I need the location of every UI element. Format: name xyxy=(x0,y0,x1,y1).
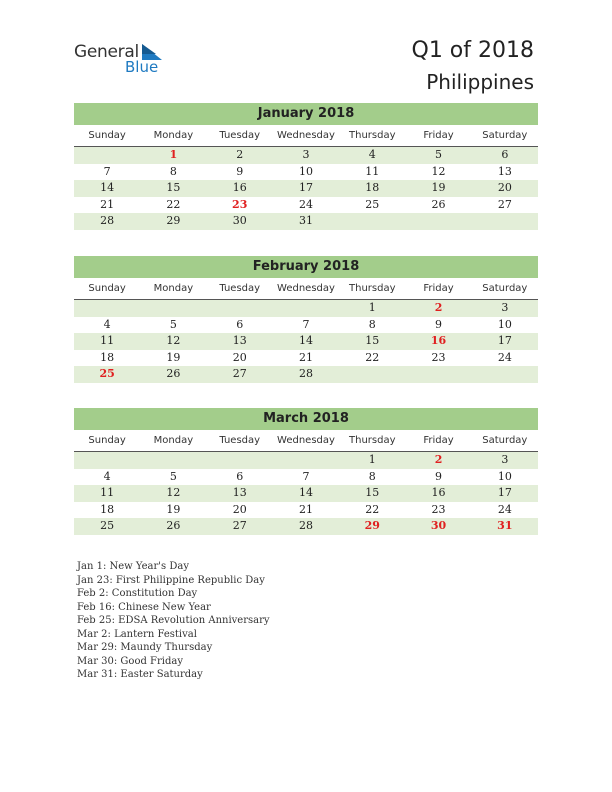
weekday-label: Tuesday xyxy=(219,435,261,446)
weekday-label: Sunday xyxy=(88,435,126,446)
day-cell: 3 xyxy=(501,453,509,466)
day-cell: 16 xyxy=(232,181,247,194)
day-cell xyxy=(74,147,140,164)
day-cell: 25 xyxy=(365,197,380,211)
week-row xyxy=(74,485,538,502)
day-cell: 10 xyxy=(497,469,512,483)
day-cell: 6 xyxy=(501,148,509,161)
week-row xyxy=(74,333,538,350)
holiday-day-cell: 2 xyxy=(434,301,443,314)
day-cell: 18 xyxy=(100,350,115,364)
day-cell: 20 xyxy=(232,350,247,364)
day-cell: 11 xyxy=(365,164,380,178)
day-cell: 11 xyxy=(100,486,115,499)
holiday-entry: Feb 2: Constitution Day xyxy=(77,588,198,599)
week-row xyxy=(74,180,538,197)
day-cell xyxy=(140,452,206,469)
week-row xyxy=(74,366,538,383)
day-cell: 4 xyxy=(103,469,111,483)
day-cell: 18 xyxy=(100,502,115,516)
day-cell: 1 xyxy=(368,453,376,466)
week-row xyxy=(74,197,538,214)
holiday-entry: Jan 1: New Year's Day xyxy=(77,561,189,572)
day-cell: 13 xyxy=(232,486,247,499)
holiday-entry: Mar 2: Lantern Festival xyxy=(77,628,197,640)
day-cell: 24 xyxy=(298,197,313,211)
day-cell: 9 xyxy=(435,317,443,331)
day-cell: 22 xyxy=(166,197,181,211)
day-cell: 26 xyxy=(166,367,181,380)
day-cell: 11 xyxy=(100,334,115,347)
brand-logo xyxy=(74,42,174,78)
day-cell: 28 xyxy=(100,214,115,227)
weekday-header-row xyxy=(74,128,538,147)
day-cell: 3 xyxy=(501,301,509,314)
day-cell: 20 xyxy=(497,181,512,194)
weekday-label: Monday xyxy=(153,283,194,294)
weekday-label: Monday xyxy=(153,130,194,141)
day-cell: 18 xyxy=(365,181,380,194)
day-cell: 23 xyxy=(431,502,446,516)
day-cell: 10 xyxy=(298,164,313,178)
weekday-label: Tuesday xyxy=(219,283,261,294)
day-cell: 17 xyxy=(497,486,512,499)
day-cell: 20 xyxy=(232,502,247,516)
day-cell xyxy=(405,213,471,230)
day-cell: 4 xyxy=(103,317,111,331)
day-cell: 14 xyxy=(298,486,313,499)
holiday-day-cell: 30 xyxy=(430,519,447,532)
day-cell: 28 xyxy=(298,519,313,532)
day-cell: 13 xyxy=(232,334,247,347)
month-calendar xyxy=(74,408,538,535)
day-cell: 26 xyxy=(431,197,446,211)
weekday-label: Thursday xyxy=(349,130,396,141)
holiday-day-cell: 23 xyxy=(232,197,248,211)
weekday-label: Monday xyxy=(153,435,194,446)
day-cell: 27 xyxy=(232,519,247,532)
day-cell: 7 xyxy=(302,469,310,483)
page-title: Q1 of 2018 xyxy=(411,38,534,63)
day-cell: 13 xyxy=(497,164,512,178)
weekday-header-row xyxy=(74,433,538,452)
weekday-label: Thursday xyxy=(349,283,396,294)
day-cell: 6 xyxy=(236,469,244,483)
holiday-day-cell: 31 xyxy=(497,519,513,532)
week-row xyxy=(74,300,538,317)
day-cell: 3 xyxy=(302,148,310,161)
day-cell xyxy=(472,213,538,230)
weekday-label: Thursday xyxy=(349,435,396,446)
day-cell: 23 xyxy=(431,350,446,364)
day-cell: 19 xyxy=(431,181,446,194)
holiday-day-cell: 25 xyxy=(99,367,115,380)
week-row xyxy=(74,502,538,519)
day-cell xyxy=(339,366,405,383)
weekday-label: Wednesday xyxy=(277,130,335,141)
day-cell: 24 xyxy=(497,350,512,364)
day-cell: 9 xyxy=(236,164,244,178)
day-cell: 19 xyxy=(166,350,181,364)
weekday-header-row xyxy=(74,281,538,300)
day-cell: 21 xyxy=(100,197,115,211)
brand-word-general: General xyxy=(74,42,139,62)
holiday-list xyxy=(77,560,270,682)
holiday-day-cell: 2 xyxy=(434,453,443,466)
day-cell: 19 xyxy=(166,502,181,516)
day-cell xyxy=(472,366,538,383)
day-cell: 26 xyxy=(166,519,181,532)
day-cell: 2 xyxy=(236,148,244,161)
day-cell: 7 xyxy=(103,164,111,178)
day-cell: 14 xyxy=(298,334,313,347)
week-row xyxy=(74,213,538,230)
day-cell: 21 xyxy=(298,350,313,364)
day-cell: 15 xyxy=(365,334,380,347)
day-cell: 12 xyxy=(166,334,181,347)
day-cell: 6 xyxy=(236,317,244,331)
holiday-entry: Mar 31: Easter Saturday xyxy=(77,669,203,680)
day-cell xyxy=(339,213,405,230)
day-cell: 15 xyxy=(166,181,181,194)
weekday-label: Sunday xyxy=(88,130,126,141)
day-cell: 10 xyxy=(497,317,512,331)
weekday-label: Wednesday xyxy=(277,435,335,446)
holiday-entry: Mar 30: Good Friday xyxy=(77,655,183,667)
week-row xyxy=(74,452,538,469)
month-header: February 2018 xyxy=(74,256,538,278)
day-cell: 27 xyxy=(497,197,512,211)
day-cell: 27 xyxy=(232,367,247,380)
day-cell: 24 xyxy=(497,502,512,516)
week-row xyxy=(74,317,538,334)
day-cell: 1 xyxy=(368,301,376,314)
day-cell: 4 xyxy=(368,148,376,161)
day-cell xyxy=(207,452,273,469)
country-name: Philippines xyxy=(426,70,534,94)
holiday-day-cell: 16 xyxy=(430,334,447,347)
day-cell: 17 xyxy=(298,181,313,194)
day-cell: 21 xyxy=(298,502,313,516)
day-cell xyxy=(74,300,140,317)
weekday-label: Tuesday xyxy=(219,130,261,141)
day-cell: 31 xyxy=(298,214,313,227)
day-cell: 5 xyxy=(169,469,177,483)
holiday-day-cell: 29 xyxy=(364,519,380,532)
day-cell xyxy=(405,366,471,383)
day-cell: 8 xyxy=(368,317,376,331)
day-cell: 17 xyxy=(497,334,512,347)
day-cell: 9 xyxy=(435,469,443,483)
day-cell: 16 xyxy=(431,486,446,499)
brand-word-blue: Blue xyxy=(125,58,159,76)
day-cell xyxy=(273,452,339,469)
weekday-label: Wednesday xyxy=(277,283,335,294)
day-cell: 28 xyxy=(298,367,313,380)
day-cell: 22 xyxy=(365,350,380,364)
weekday-label: Saturday xyxy=(482,435,528,446)
day-cell: 8 xyxy=(368,469,376,483)
month-header: January 2018 xyxy=(74,103,538,125)
day-cell: 12 xyxy=(431,164,446,178)
week-row xyxy=(74,350,538,367)
day-cell: 8 xyxy=(169,164,177,178)
weekday-label: Saturday xyxy=(482,130,528,141)
day-cell: 22 xyxy=(365,502,380,516)
month-header: March 2018 xyxy=(74,408,538,430)
holiday-entry: Mar 29: Maundy Thursday xyxy=(77,642,213,653)
week-row xyxy=(74,164,538,181)
week-row xyxy=(74,469,538,486)
holiday-entry: Feb 25: EDSA Revolution Anniversary xyxy=(77,615,270,626)
holiday-entry: Jan 23: First Philippine Republic Day xyxy=(77,574,265,586)
week-row xyxy=(74,147,538,164)
week-row xyxy=(74,518,538,535)
day-cell: 7 xyxy=(302,317,310,331)
month-calendar xyxy=(74,103,538,230)
day-cell: 15 xyxy=(365,486,380,499)
weekday-label: Sunday xyxy=(88,283,126,294)
day-cell: 14 xyxy=(100,181,115,194)
holiday-day-cell: 1 xyxy=(169,148,178,161)
day-cell: 29 xyxy=(166,214,181,227)
weekday-label: Friday xyxy=(423,435,454,446)
day-cell: 5 xyxy=(435,148,443,161)
day-cell xyxy=(207,300,273,317)
day-cell: 30 xyxy=(232,214,247,227)
day-cell xyxy=(273,300,339,317)
weekday-label: Friday xyxy=(423,130,454,141)
day-cell: 25 xyxy=(100,519,115,532)
day-cell xyxy=(140,300,206,317)
weekday-label: Friday xyxy=(423,283,454,294)
holiday-entry: Feb 16: Chinese New Year xyxy=(77,601,211,613)
day-cell xyxy=(74,452,140,469)
day-cell: 12 xyxy=(166,486,181,499)
month-calendar xyxy=(74,256,538,383)
day-cell: 5 xyxy=(169,317,177,331)
weekday-label: Saturday xyxy=(482,283,528,294)
